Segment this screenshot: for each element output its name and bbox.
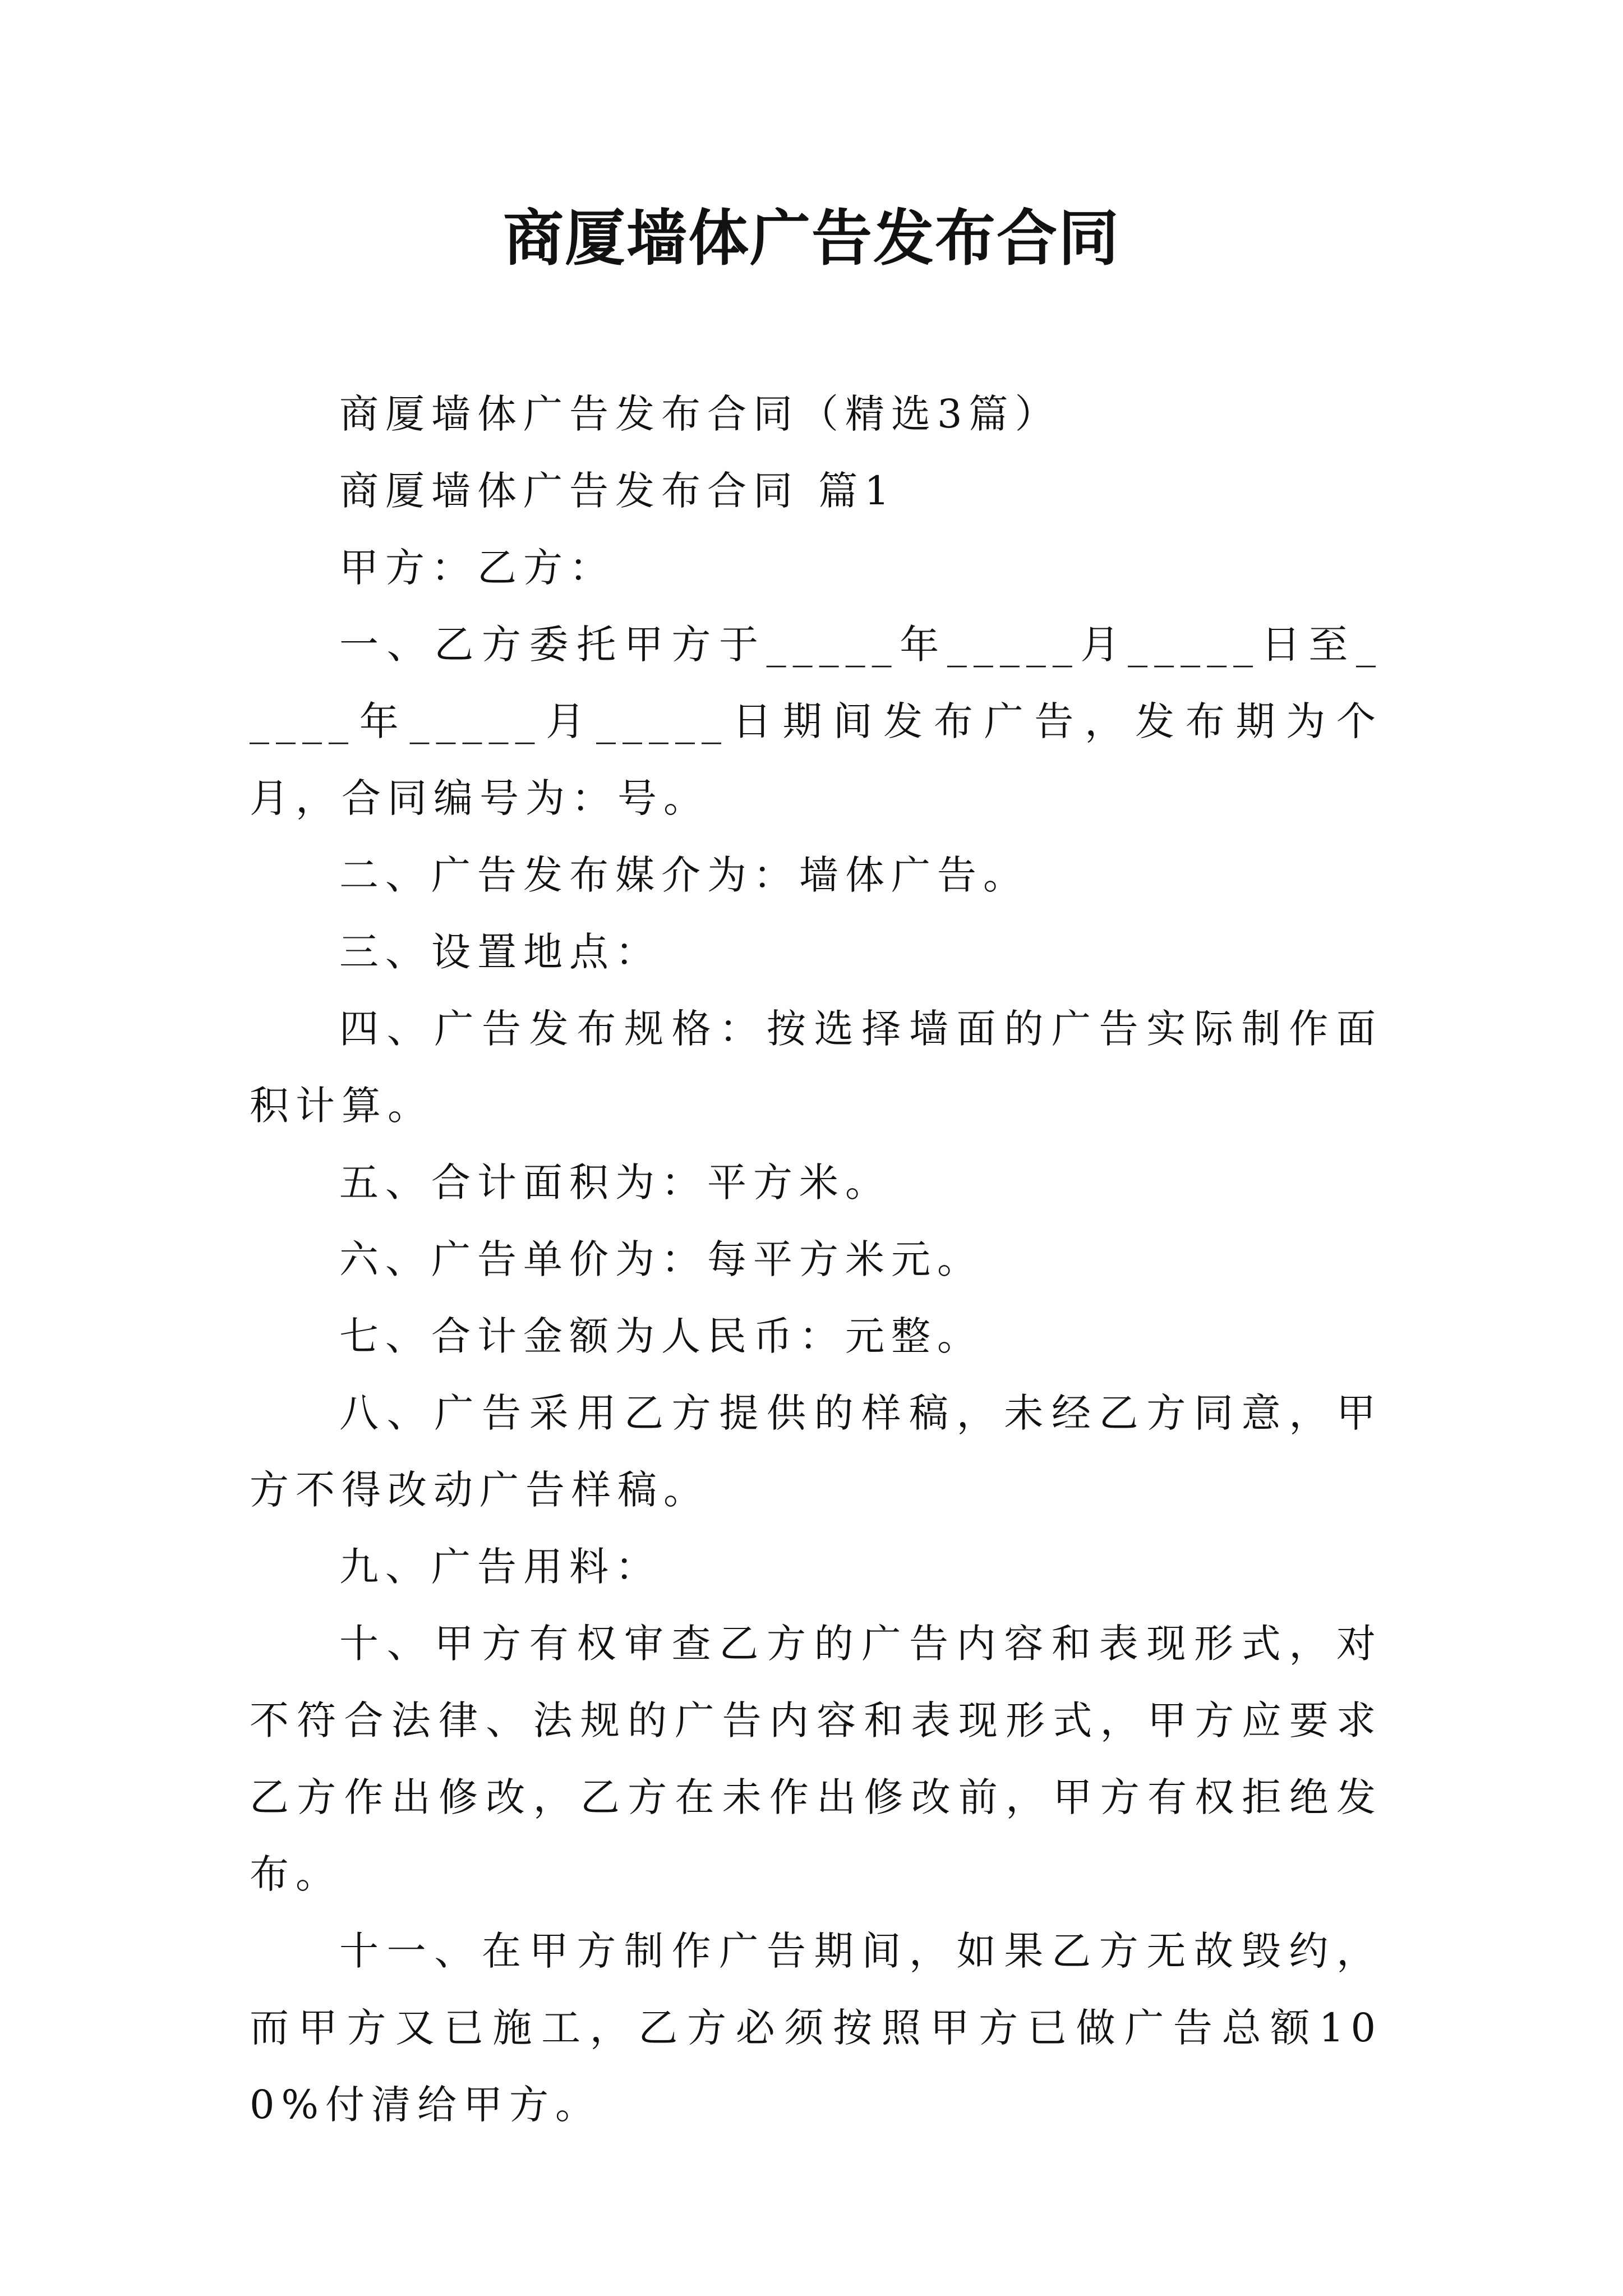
paragraph-clause-4: 四、广告发布规格：按选择墙面的广告实际制作面积计算。 <box>250 1006 1382 1129</box>
paragraph-clause-1: 一、乙方委托甲方于_____年_____月_____日至_____年_____月_____日期间发布广告，发布期为个月，合同编号为：号。 <box>250 622 1382 821</box>
paragraph-clause-10: 十、甲方有权审查乙方的广告内容和表现形式，对不符合法律、法规的广告内容和表现形式，甲方应要求乙方作出修改，乙方在未作出修改前，甲方有权拒绝发布。 <box>250 1621 1382 1897</box>
paragraph-clause-3: 三、设置地点： <box>339 929 661 975</box>
paragraph-clause-11: 十一、在甲方制作广告期间，如果乙方无故毁约，而甲方又已施工，乙方必须按照甲方已做广告总额100%付清给甲方。 <box>250 1928 1382 2128</box>
paragraph-clause-6: 六、广告单价为：每平方米元。 <box>339 1236 983 1282</box>
paragraph-section-heading: 商厦墙体广告发布合同 篇1 <box>339 468 896 514</box>
paragraph-clause-8: 八、广告采用乙方提供的样稿，未经乙方同意，甲方不得改动广告样稿。 <box>250 1390 1382 1513</box>
paragraph-clause-9: 九、广告用料： <box>339 1544 661 1590</box>
paragraph-clause-5: 五、合计面积为：平方米。 <box>339 1159 891 1205</box>
paragraph-parties: 甲方：乙方： <box>339 545 615 591</box>
document-title: 商厦墙体广告发布合同 <box>502 203 1120 274</box>
paragraph-clause-2: 二、广告发布媒介为：墙体广告。 <box>339 852 1029 898</box>
paragraph-clause-7: 七、合计金额为人民币：元整。 <box>339 1313 983 1359</box>
paragraph-subtitle: 商厦墙体广告发布合同（精选3篇） <box>339 391 1061 437</box>
document-body <box>250 376 1382 2143</box>
